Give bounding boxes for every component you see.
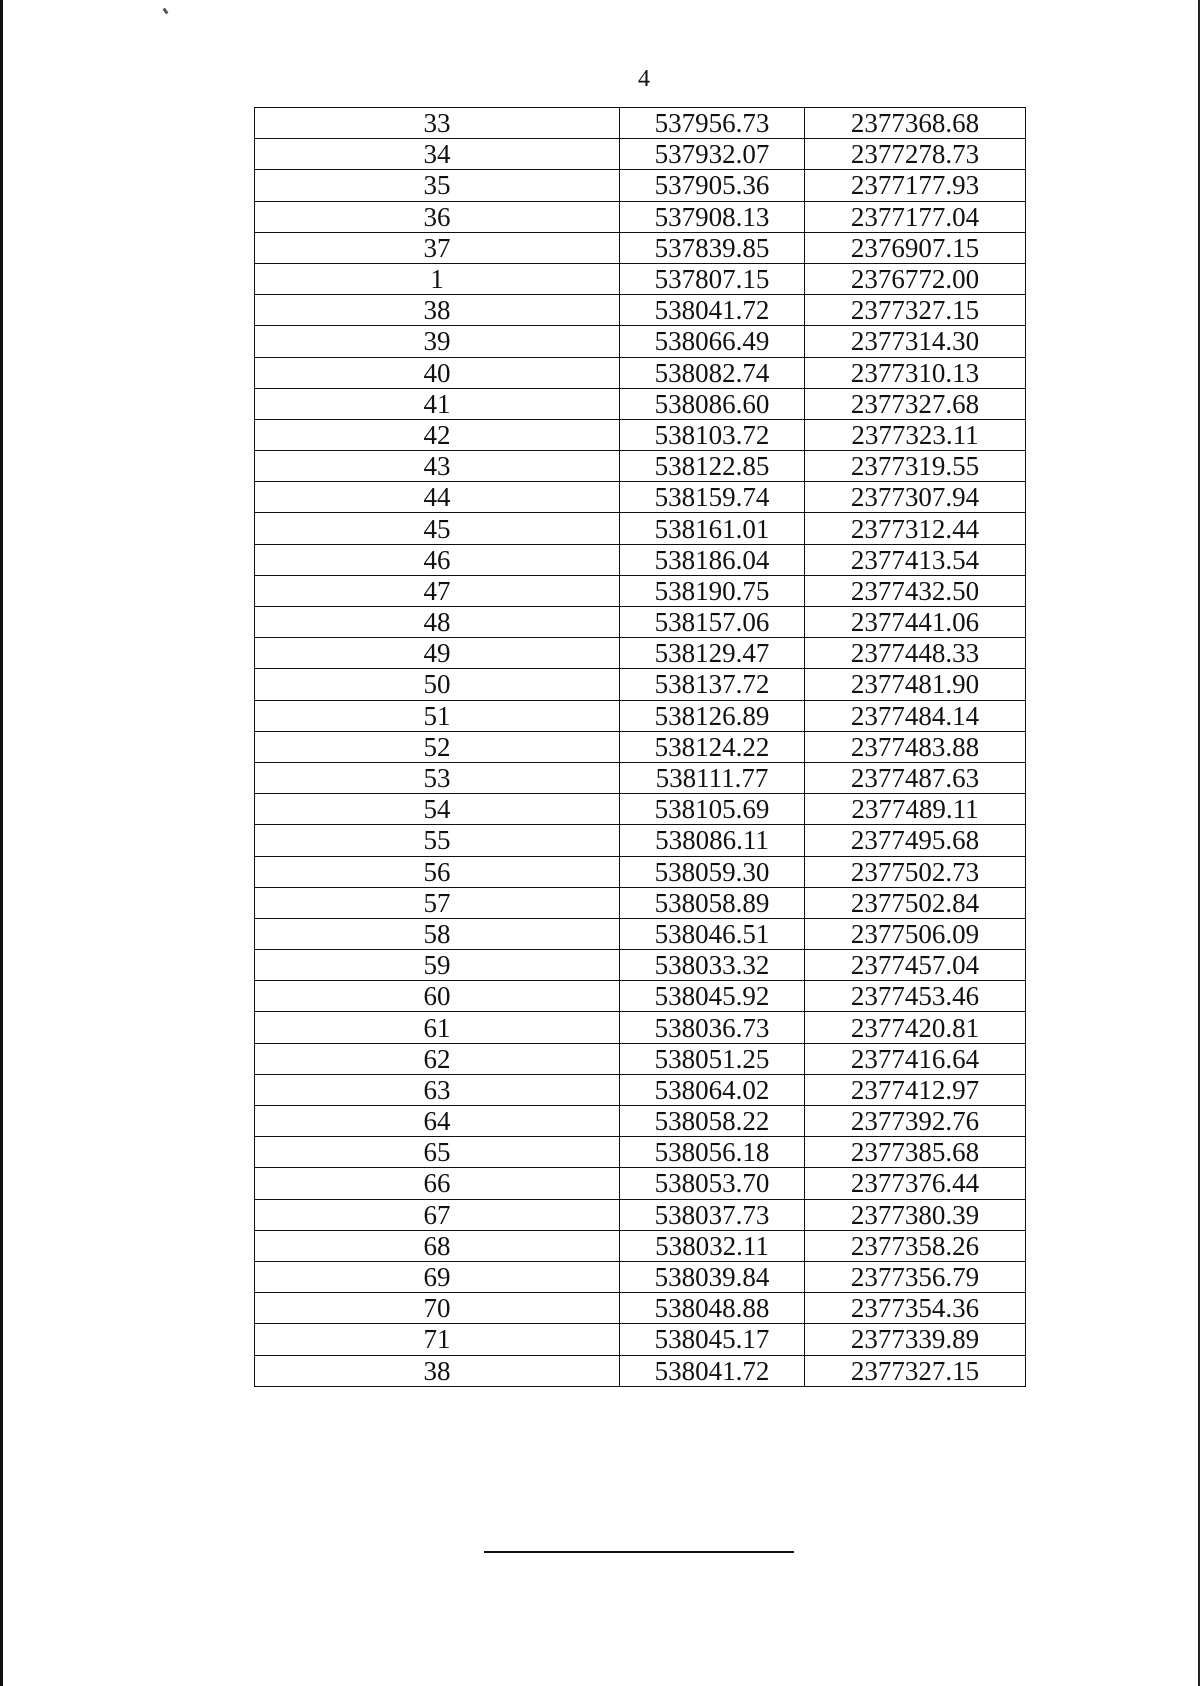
table-row [255, 794, 1026, 825]
y-coordinate-cell: 2377502.84 [805, 887, 1026, 918]
y-coordinate-cell: 2377278.73 [805, 139, 1026, 170]
point-number-cell: 42 [255, 419, 620, 450]
y-coordinate-cell: 2377310.13 [805, 357, 1026, 388]
x-coordinate-cell: 538048.88 [620, 1293, 805, 1324]
point-number-cell: 64 [255, 1106, 620, 1137]
x-coordinate-cell: 538111.77 [620, 762, 805, 793]
point-number-cell: 67 [255, 1199, 620, 1230]
point-number-cell: 51 [255, 700, 620, 731]
point-number-cell: 36 [255, 201, 620, 232]
point-number-cell: 62 [255, 1043, 620, 1074]
point-number-cell: 65 [255, 1137, 620, 1168]
y-coordinate-cell: 2377392.76 [805, 1106, 1026, 1137]
point-number-cell: 53 [255, 762, 620, 793]
page-number: 4 [638, 66, 650, 92]
point-number-cell: 37 [255, 232, 620, 263]
x-coordinate-cell: 538137.72 [620, 669, 805, 700]
table-row [255, 856, 1026, 887]
point-number-cell: 45 [255, 513, 620, 544]
y-coordinate-cell: 2377484.14 [805, 700, 1026, 731]
table-row [255, 1012, 1026, 1043]
point-number-cell: 66 [255, 1168, 620, 1199]
point-number-cell: 71 [255, 1324, 620, 1355]
table-row [255, 451, 1026, 482]
point-number-cell: 1 [255, 263, 620, 294]
x-coordinate-cell: 538045.92 [620, 981, 805, 1012]
point-number-cell: 43 [255, 451, 620, 482]
y-coordinate-cell: 2377319.55 [805, 451, 1026, 482]
x-coordinate-cell: 538122.85 [620, 451, 805, 482]
y-coordinate-cell: 2377481.90 [805, 669, 1026, 700]
table-row [255, 731, 1026, 762]
point-number-cell: 49 [255, 638, 620, 669]
table-row [255, 825, 1026, 856]
table-row [255, 357, 1026, 388]
x-coordinate-cell: 538041.72 [620, 1355, 805, 1386]
y-coordinate-cell: 2377385.68 [805, 1137, 1026, 1168]
y-coordinate-cell: 2377487.63 [805, 762, 1026, 793]
table-row [255, 482, 1026, 513]
y-coordinate-cell: 2377506.09 [805, 918, 1026, 949]
x-coordinate-cell: 538064.02 [620, 1074, 805, 1105]
point-number-cell: 44 [255, 482, 620, 513]
y-coordinate-cell: 2377495.68 [805, 825, 1026, 856]
x-coordinate-cell: 538032.11 [620, 1230, 805, 1261]
table-row [255, 1355, 1026, 1386]
x-coordinate-cell: 538041.72 [620, 295, 805, 326]
x-coordinate-cell: 538051.25 [620, 1043, 805, 1074]
point-number-cell: 58 [255, 918, 620, 949]
x-coordinate-cell: 538058.22 [620, 1106, 805, 1137]
y-coordinate-cell: 2377307.94 [805, 482, 1026, 513]
x-coordinate-cell: 538157.06 [620, 607, 805, 638]
y-coordinate-cell: 2377413.54 [805, 544, 1026, 575]
point-number-cell: 63 [255, 1074, 620, 1105]
closing-rule-divider [484, 1551, 794, 1553]
table-row [255, 1168, 1026, 1199]
table-row [255, 607, 1026, 638]
x-coordinate-cell: 537905.36 [620, 170, 805, 201]
point-number-cell: 39 [255, 326, 620, 357]
point-number-cell: 46 [255, 544, 620, 575]
coordinate-table [254, 107, 1026, 1387]
x-coordinate-cell: 538036.73 [620, 1012, 805, 1043]
coordinate-table-body [255, 108, 1026, 1387]
y-coordinate-cell: 2377412.97 [805, 1074, 1026, 1105]
y-coordinate-cell: 2377314.30 [805, 326, 1026, 357]
table-row [255, 1137, 1026, 1168]
point-number-cell: 69 [255, 1261, 620, 1292]
table-row [255, 388, 1026, 419]
table-row [255, 700, 1026, 731]
table-row [255, 201, 1026, 232]
y-coordinate-cell: 2377432.50 [805, 575, 1026, 606]
table-row [255, 1199, 1026, 1230]
x-coordinate-cell: 538033.32 [620, 950, 805, 981]
table-row [255, 950, 1026, 981]
point-number-cell: 47 [255, 575, 620, 606]
x-coordinate-cell: 538161.01 [620, 513, 805, 544]
y-coordinate-cell: 2377356.79 [805, 1261, 1026, 1292]
y-coordinate-cell: 2377177.93 [805, 170, 1026, 201]
point-number-cell: 57 [255, 887, 620, 918]
x-coordinate-cell: 538105.69 [620, 794, 805, 825]
y-coordinate-cell: 2377420.81 [805, 1012, 1026, 1043]
y-coordinate-cell: 2377177.04 [805, 201, 1026, 232]
x-coordinate-cell: 538056.18 [620, 1137, 805, 1168]
point-number-cell: 38 [255, 1355, 620, 1386]
x-coordinate-cell: 538190.75 [620, 575, 805, 606]
point-number-cell: 52 [255, 731, 620, 762]
table-row [255, 170, 1026, 201]
table-row [255, 1043, 1026, 1074]
x-coordinate-cell: 538159.74 [620, 482, 805, 513]
point-number-cell: 48 [255, 607, 620, 638]
point-number-cell: 54 [255, 794, 620, 825]
y-coordinate-cell: 2377327.15 [805, 295, 1026, 326]
x-coordinate-cell: 538103.72 [620, 419, 805, 450]
table-row [255, 669, 1026, 700]
point-number-cell: 60 [255, 981, 620, 1012]
x-coordinate-cell: 537839.85 [620, 232, 805, 263]
table-row [255, 139, 1026, 170]
x-coordinate-cell: 538086.11 [620, 825, 805, 856]
y-coordinate-cell: 2377368.68 [805, 108, 1026, 139]
y-coordinate-cell: 2377376.44 [805, 1168, 1026, 1199]
y-coordinate-cell: 2377312.44 [805, 513, 1026, 544]
table-row [255, 419, 1026, 450]
y-coordinate-cell: 2376772.00 [805, 263, 1026, 294]
table-row [255, 887, 1026, 918]
y-coordinate-cell: 2377448.33 [805, 638, 1026, 669]
x-coordinate-cell: 538082.74 [620, 357, 805, 388]
table-row [255, 1074, 1026, 1105]
point-number-cell: 70 [255, 1293, 620, 1324]
table-row [255, 295, 1026, 326]
y-coordinate-cell: 2377483.88 [805, 731, 1026, 762]
table-row [255, 326, 1026, 357]
table-row [255, 1293, 1026, 1324]
y-coordinate-cell: 2376907.15 [805, 232, 1026, 263]
table-row [255, 638, 1026, 669]
x-coordinate-cell: 538039.84 [620, 1261, 805, 1292]
point-number-cell: 35 [255, 170, 620, 201]
point-number-cell: 50 [255, 669, 620, 700]
y-coordinate-cell: 2377354.36 [805, 1293, 1026, 1324]
x-coordinate-cell: 537932.07 [620, 139, 805, 170]
x-coordinate-cell: 538124.22 [620, 731, 805, 762]
page-scan-edge-left [0, 0, 3, 1686]
table-row [255, 544, 1026, 575]
point-number-cell: 34 [255, 139, 620, 170]
point-number-cell: 59 [255, 950, 620, 981]
y-coordinate-cell: 2377380.39 [805, 1199, 1026, 1230]
table-row [255, 762, 1026, 793]
point-number-cell: 33 [255, 108, 620, 139]
point-number-cell: 61 [255, 1012, 620, 1043]
y-coordinate-cell: 2377323.11 [805, 419, 1026, 450]
table-row [255, 108, 1026, 139]
table-row [255, 1230, 1026, 1261]
x-coordinate-cell: 538086.60 [620, 388, 805, 419]
y-coordinate-cell: 2377339.89 [805, 1324, 1026, 1355]
x-coordinate-cell: 538126.89 [620, 700, 805, 731]
table-row [255, 232, 1026, 263]
y-coordinate-cell: 2377453.46 [805, 981, 1026, 1012]
x-coordinate-cell: 537956.73 [620, 108, 805, 139]
x-coordinate-cell: 538129.47 [620, 638, 805, 669]
point-number-cell: 56 [255, 856, 620, 887]
point-number-cell: 40 [255, 357, 620, 388]
y-coordinate-cell: 2377327.68 [805, 388, 1026, 419]
table-row [255, 1261, 1026, 1292]
point-number-cell: 68 [255, 1230, 620, 1261]
y-coordinate-cell: 2377489.11 [805, 794, 1026, 825]
x-coordinate-cell: 538053.70 [620, 1168, 805, 1199]
y-coordinate-cell: 2377327.15 [805, 1355, 1026, 1386]
x-coordinate-cell: 537908.13 [620, 201, 805, 232]
x-coordinate-cell: 538045.17 [620, 1324, 805, 1355]
table-row [255, 1324, 1026, 1355]
x-coordinate-cell: 538186.04 [620, 544, 805, 575]
point-number-cell: 55 [255, 825, 620, 856]
x-coordinate-cell: 538058.89 [620, 887, 805, 918]
scan-speck [163, 8, 169, 15]
x-coordinate-cell: 538066.49 [620, 326, 805, 357]
point-number-cell: 41 [255, 388, 620, 419]
point-number-cell: 38 [255, 295, 620, 326]
x-coordinate-cell: 538059.30 [620, 856, 805, 887]
y-coordinate-cell: 2377416.64 [805, 1043, 1026, 1074]
table-row [255, 263, 1026, 294]
x-coordinate-cell: 538037.73 [620, 1199, 805, 1230]
table-row [255, 918, 1026, 949]
table-row [255, 513, 1026, 544]
x-coordinate-cell: 537807.15 [620, 263, 805, 294]
y-coordinate-cell: 2377502.73 [805, 856, 1026, 887]
y-coordinate-cell: 2377441.06 [805, 607, 1026, 638]
x-coordinate-cell: 538046.51 [620, 918, 805, 949]
y-coordinate-cell: 2377358.26 [805, 1230, 1026, 1261]
table-row [255, 575, 1026, 606]
table-row [255, 981, 1026, 1012]
table-row [255, 1106, 1026, 1137]
y-coordinate-cell: 2377457.04 [805, 950, 1026, 981]
